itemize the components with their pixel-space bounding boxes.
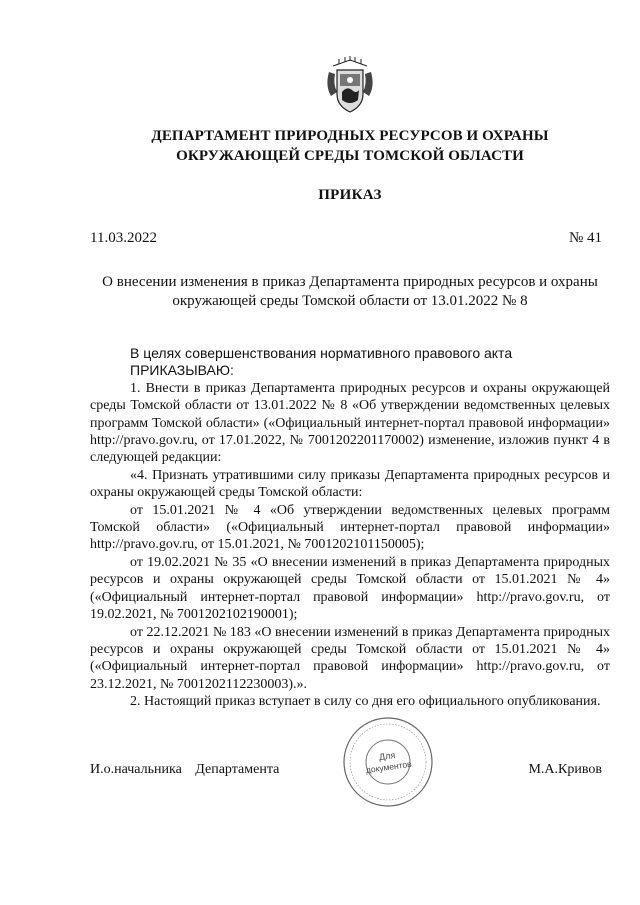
item-2: 2. Настоящий приказ вступает в силу со дня его официального опубликования. — [130, 694, 601, 710]
document-subject — [90, 273, 610, 311]
document-type: ПРИКАЗ — [318, 187, 382, 203]
signatory-position: И.о.начальника Департамента — [90, 762, 280, 777]
item-1: 1. Внести в приказ Департамента природных ресурсов и охраны окружающей среды Томской области от 13.01.2022 № 8 «Об утверждении ведомственных целевых программ Томской области» («Официальный интернет-портал правовой информации» http://pravo.gov.ru, от 17.01.2022, № 7001202201170002) изменение, изложив пункт 4 в следующей редакции: — [90, 380, 610, 466]
reference-2: от 19.02.2021 № 35 «О внесении изменений в приказ Департамента природных ресурсов и охраны окружающей среды Томской области от 15.01.2021 № 4» («Официальный интернет-портал правовой информации» http://pravo.gov.ru, от 19.02.2021, № 7001202102190001); — [90, 554, 610, 623]
reference-1: от 15.01.2021 № 4 «Об утверждении ведомственных целевых программ Томской области» («Официальный интернет-портал правовой информации» http://pravo.gov.ru, от 15.01.2021, № 7001202101150005); — [90, 502, 610, 553]
document-number: № 41 — [568, 230, 602, 246]
round-stamp — [342, 716, 434, 808]
signatory-name: М.А.Кривов — [528, 762, 602, 777]
document-body — [90, 345, 610, 711]
preamble: В целях совершенствования нормативного правового акта — [130, 345, 513, 361]
department-name-line1: ДЕПАРТАМЕНТ ПРИРОДНЫХ РЕСУРСОВ И ОХРАНЫ — [151, 128, 549, 144]
document-date: 11.03.2022 — [90, 230, 157, 246]
item-4-intro: «4. Признать утратившими силу приказы Департамента природных ресурсов и охраны окружающей среды Томской области: — [90, 467, 610, 501]
reference-3: от 22.12.2021 № 183 «О внесении изменений в приказ Департамента природных ресурсов и охраны окружающей среды Томской области от 15.01.2021 № 4» («Официальный интернет-портал правовой информации» http://pravo.gov.ru, от 23.12.2021, № 7001202112230003).». — [90, 624, 610, 692]
stamp-line2: документов — [365, 758, 413, 776]
subject-line2: окружающей среды Томской области от 13.01.2022 № 8 — [172, 293, 528, 309]
stamp-line1: Для — [378, 749, 396, 763]
department-name-line2: ОКРУЖАЮЩЕЙ СРЕДЫ ТОМСКОЙ ОБЛАСТИ — [176, 148, 524, 164]
subject-line1: О внесении изменения в приказ Департамента природных ресурсов и охраны — [102, 274, 598, 290]
department-name — [90, 126, 610, 166]
order-word: ПРИКАЗЫВАЮ: — [130, 362, 234, 379]
coat-of-arms-emblem — [325, 56, 375, 114]
